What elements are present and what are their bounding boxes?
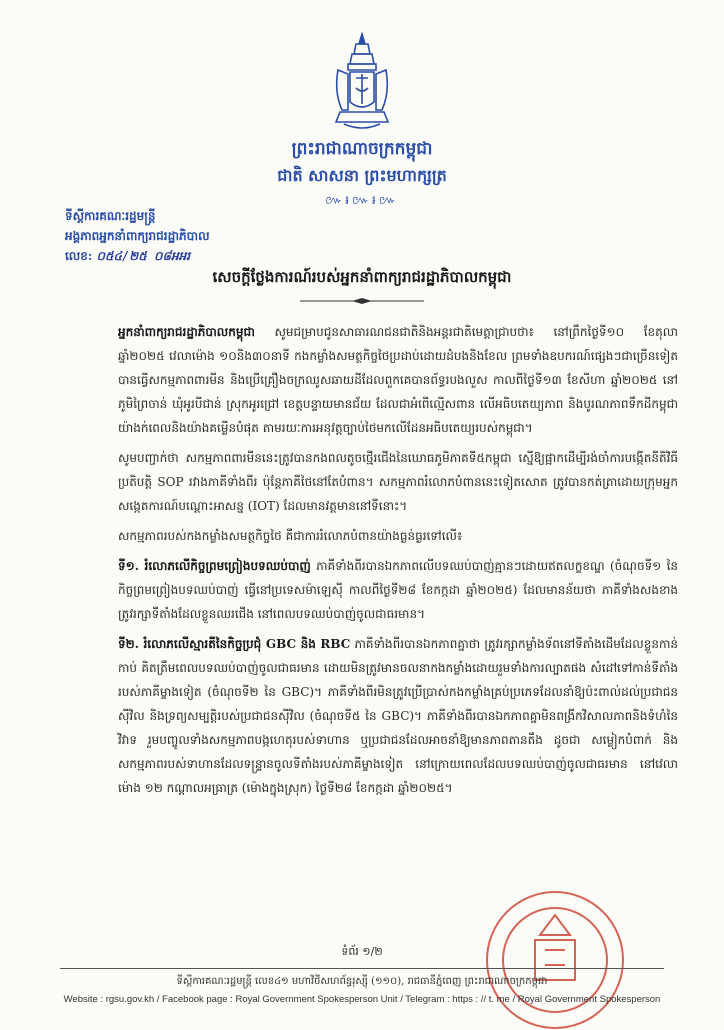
page-number: ទំព័រ ១/២	[341, 945, 383, 958]
title-divider	[300, 298, 424, 304]
kingdom-heading: ព្រះរាជាណាចក្រកម្ពុជា	[291, 139, 433, 159]
office-unit: អង្គភាពអ្នកនាំពាក្យរាជរដ្ឋាភិបាល	[65, 229, 210, 243]
paragraph-1-text: សូមជម្រាបជូនសាធារណជនជាតិនិងអន្តរជាតិមេត្តាជ្រាបថា៖ នៅព្រឹកថ្ងៃទី១០ ខែតុលា ឆ្នាំ២០២៥ វេលាម៉ោង ១០និង៣០នាទី កងកម្លាំងសមត្ថកិច្ចថៃប្រដាប់ដោយដំបងនិងខែល ព្រមទាំងឧបករណ៍ផ្សេងៗជាច្រើនទៀត បានធ្វើសកម្មភាពពារមីន និងប្រើគ្រឿងចក្រឈូសឆាយដីដែលពួកគេបានព័ទ្ធរបងលួស កាលពីថ្ងៃទី១៣ ខែសីហា ឆ្នាំ២០២៥ នៅភូមិព្រៃចាន់ ឃុំអូរបីជាន់ ស្រុកអូរជ្រៅ ខេត្តបន្ទាយមានជ័យ ដែលជាអំពើល្មើសពាន លើអធិបតេយ្យភាព និងបូរណភាពទឹកដីកម្ពុជាយ៉ាងក់ពេលនិងយ៉ាងគម្លើនបំផុត តាមរយៈការអនុវត្តច្បាប់ថៃមកលើដែនអធិបតេយ្យរបស់កម្ពុជា។	[118, 325, 678, 435]
paragraph-5	[118, 632, 678, 800]
reference-number	[65, 248, 190, 266]
reference-value: ០៥៤/២៥ ០៨អអរ	[96, 249, 191, 263]
paragraph-5-lead: ទី២. រំលោភលើស្មារតីនៃកិច្ចប្រជុំ GBC និង RBC	[118, 637, 351, 651]
paragraph-1	[118, 320, 678, 440]
national-motto: ជាតិ សាសនា ព្រះមហាក្សត្រ	[277, 166, 447, 185]
document-body	[118, 320, 678, 806]
paragraph-4-text: ភាគីទាំងពីរបានឯកភាពលើបទឈប់បាញ់គ្មានៗដោយឥតលក្ខខណ្ឌ (ចំណុចទី១ នៃកិច្ចព្រមព្រៀងបទឈប់បាញ់ ធ្វើនៅប្រទេសម៉ាឡេស៊ី កាលពីថ្ងៃទី២៨ ខែកក្កដា ឆ្នាំ២០២៥) ដែលមានន័យថា ភាគីទាំងសងខាងត្រូវរក្សាទីតាំងដែលខ្លួនឈរជើង នៅពេលបទឈប់បាញ់ចូលជាធរមាន។	[118, 559, 678, 621]
footer-contacts: Website : rgsu.gov.kh / Facebook page : Royal Government Spokesperson Unit / Telegram : https : // t. me / Royal Government Spokesperson	[63, 994, 661, 1005]
office-name: ទីស្តីការគណៈរដ្ឋមន្ត្រី	[65, 209, 156, 223]
paragraph-3: សកម្មភាពរបស់កងកម្លាំងសមត្ថកិច្ចថៃ គឺជាការរំលោភបំពានយ៉ាងធ្ងន់ធ្ងរទៅលើ៖	[118, 529, 463, 543]
paragraph-2: សូមបញ្ជាក់ថា សកម្មភាពពារមីននេះត្រូវបានកងពលតូចថ្មើរជើងនៃឃោធភូមិភាគទី៥កម្ពុជា ស្នើឱ្យផ្អាកដើម្បីរង់ចាំការបង្កើតនីតិវិធីប្រតិបត្តិ SOP រវាងភាគីទាំងពីរ ប៉ុន្តែភាគីថៃនៅតែបំពាន។ សកម្មភាពរំលោភបំពាននេះទៀតសោត ត្រូវបានកត់ត្រាដោយក្រុមអ្នកសង្កេតការណ៍បណ្តោះអាសន្ន (IOT) ដែលមានវត្តមាននៅទីនោះ។	[118, 451, 678, 513]
paragraph-4	[118, 554, 678, 626]
reference-label: លេខ:	[65, 249, 93, 263]
paragraph-5-text: ភាគីទាំងពីរបានឯកភាពគ្នាថា ត្រូវរក្សាកម្លាំងទ័ពនៅទីតាំងដើមដែលខ្លួនកាន់កាប់ គិតត្រឹមពេលបទឈប់បាញ់ចូលជាធរមាន ដោយមិនត្រូវមានចលនាកងកម្លាំងដោយរួមទាំងការល្បាតផង សំដៅទៅកាន់ទីតាំងរបស់ភាគីម្ខាងទៀត (ចំណុចទី២ នៃ GBC)។ ភាគីទាំងពីរមិនត្រូវប្រើប្រាស់កងកម្លាំងគ្រប់ប្រភេទដែលនាំឱ្យប៉ះពាល់ដល់ប្រជាជនស៊ីវិល និងទ្រព្យសម្បត្តិរបស់ប្រជាជនស៊ីវិល (ចំណុចទី៥ នៃ GBC)។ ភាគីទាំងពីរបានឯកភាពគ្នាមិនពង្រីកវិសាលភាពនិងទំហំនៃវិវាទ រួមបញ្ចូលទាំងសកម្មភាពបង្កហេតុរបស់ទាហាន ឬប្រជាជនដែលអាចនាំឱ្យមានភាពតានតឹង ដូចជា សម្លៀកបំពាក់ និងសកម្មភាពរបស់ទាហានដែលទន្ទ្រានចូលទីតាំងរបស់ភាគីម្ខាងទៀត នៅក្រោយពេលដែលបទឈប់បាញ់ចូលជាធរមាន នៅវេលាម៉ោង ១២ កណ្តាលអធ្រាត្រ (ម៉ោងក្នុងស្រុក) ថ្ងៃទី២៨ ខែកក្កដា ឆ្នាំ២០២៥។	[118, 637, 678, 795]
footer-address: ទីស្តីការគណៈរដ្ឋមន្ត្រី លេខ៤១ មហាវិថីសហព័ន្ធរុស្ស៊ី (១១០), រាជធានីភ្នំពេញ ព្រះរាជាណាចក្រកម្ពុជា	[176, 976, 548, 987]
paragraph-1-lead: អ្នកនាំពាក្យរាជរដ្ឋាភិបាលកម្ពុជា	[118, 325, 255, 339]
royal-emblem-icon	[328, 32, 396, 132]
document-title: សេចក្តីថ្លែងការណ៍របស់អ្នកនាំពាក្យរាជរដ្ឋាភិបាលកម្ពុជា	[212, 268, 512, 286]
ornament-divider: ៚៛៚៛៚	[325, 193, 399, 207]
paragraph-4-lead: ទី១. រំលោភលើកិច្ចព្រមព្រៀងបទឈប់បាញ់	[118, 559, 311, 573]
footer-divider	[60, 968, 664, 969]
